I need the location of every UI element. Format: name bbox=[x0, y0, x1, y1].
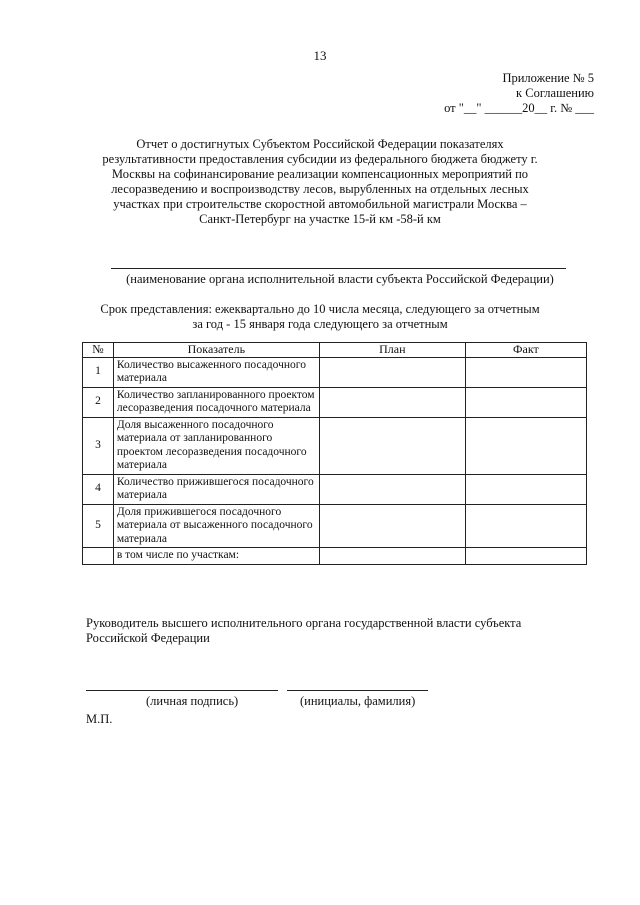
row-indicator: Доля высаженного посадочного материала от запланированного проектом лесоразведения посадочного материала bbox=[113, 417, 319, 474]
table-row bbox=[83, 387, 587, 417]
row-indicator: Количество прижившегося посадочного материала bbox=[113, 474, 319, 504]
row-plan-cell[interactable] bbox=[319, 357, 465, 387]
table-row bbox=[83, 548, 587, 565]
initials-caption: (инициалы, фамилия) bbox=[300, 694, 416, 708]
appendix-date-number: от "__" ______20__ г. № ___ bbox=[444, 101, 594, 115]
table-row bbox=[83, 504, 587, 548]
row-plan-cell[interactable] bbox=[319, 387, 465, 417]
appendix-agreement: к Соглашению bbox=[516, 86, 594, 100]
authority-caption: (наименование органа исполнительной власти субъекта Российской Федерации) bbox=[126, 272, 554, 286]
stamp-place: М.П. bbox=[86, 712, 113, 726]
signature-caption: (личная подпись) bbox=[146, 694, 239, 708]
header-indicator: Показатель bbox=[113, 343, 319, 358]
deadline-line-1: Срок представления: ежеквартально до 10 числа месяца, следующего за отчетным bbox=[100, 302, 540, 316]
row-number: 1 bbox=[83, 357, 114, 387]
row-number: 2 bbox=[83, 387, 114, 417]
row-fact-cell[interactable] bbox=[465, 417, 586, 474]
row-number: 5 bbox=[83, 504, 114, 548]
signature-line bbox=[86, 690, 278, 691]
row-fact-cell[interactable] bbox=[465, 357, 586, 387]
appendix-reference bbox=[444, 71, 594, 116]
report-title: Отчет о достигнутых Субъектом Российской Федерации показателях результативности предоставления субсидии из федерального бюджета бюджету г. Москвы на софинансирование реализации компенсационных мероприятий по лесоразведению и воспроизводству лесов, вырубленных на отдельных лесных участках при строительстве скоростной автомобильной магистрали Москва – Санкт-Петербург на участке 15-й км -58-й км bbox=[102, 137, 538, 226]
signatory-title: Руководитель высшего исполнительного органа государственной власти субъекта Российской Федерации bbox=[86, 616, 522, 645]
row-number: 4 bbox=[83, 474, 114, 504]
row-fact-cell[interactable] bbox=[465, 474, 586, 504]
row-plan-cell[interactable] bbox=[319, 417, 465, 474]
row-indicator: Количество запланированного проектом лесоразведения посадочного материала bbox=[113, 387, 319, 417]
table-row bbox=[83, 474, 587, 504]
row-fact-cell[interactable] bbox=[465, 387, 586, 417]
header-fact: Факт bbox=[465, 343, 586, 358]
row-plan-cell[interactable] bbox=[319, 474, 465, 504]
header-number: № bbox=[83, 343, 114, 358]
table-header-row bbox=[83, 343, 587, 358]
appendix-number: Приложение № 5 bbox=[502, 71, 594, 85]
submission-deadline bbox=[70, 302, 570, 332]
initials-line bbox=[287, 690, 428, 691]
header-plan: План bbox=[319, 343, 465, 358]
row-number: 3 bbox=[83, 417, 114, 474]
row-indicator: Доля прижившегося посадочного материала от высаженного посадочного материала bbox=[113, 504, 319, 548]
page-number: 13 bbox=[313, 48, 327, 63]
table-row bbox=[83, 357, 587, 387]
deadline-line-2: за год - 15 января года следующего за отчетным bbox=[192, 317, 448, 331]
row-fact-cell[interactable] bbox=[465, 548, 586, 565]
table-row bbox=[83, 417, 587, 474]
row-plan-cell[interactable] bbox=[319, 548, 465, 565]
row-indicator: в том числе по участкам: bbox=[113, 548, 319, 565]
row-indicator: Количество высаженного посадочного материала bbox=[113, 357, 319, 387]
row-fact-cell[interactable] bbox=[465, 504, 586, 548]
row-plan-cell[interactable] bbox=[319, 504, 465, 548]
row-number bbox=[83, 548, 114, 565]
authority-name-line bbox=[111, 268, 566, 269]
indicators-table bbox=[82, 342, 587, 565]
